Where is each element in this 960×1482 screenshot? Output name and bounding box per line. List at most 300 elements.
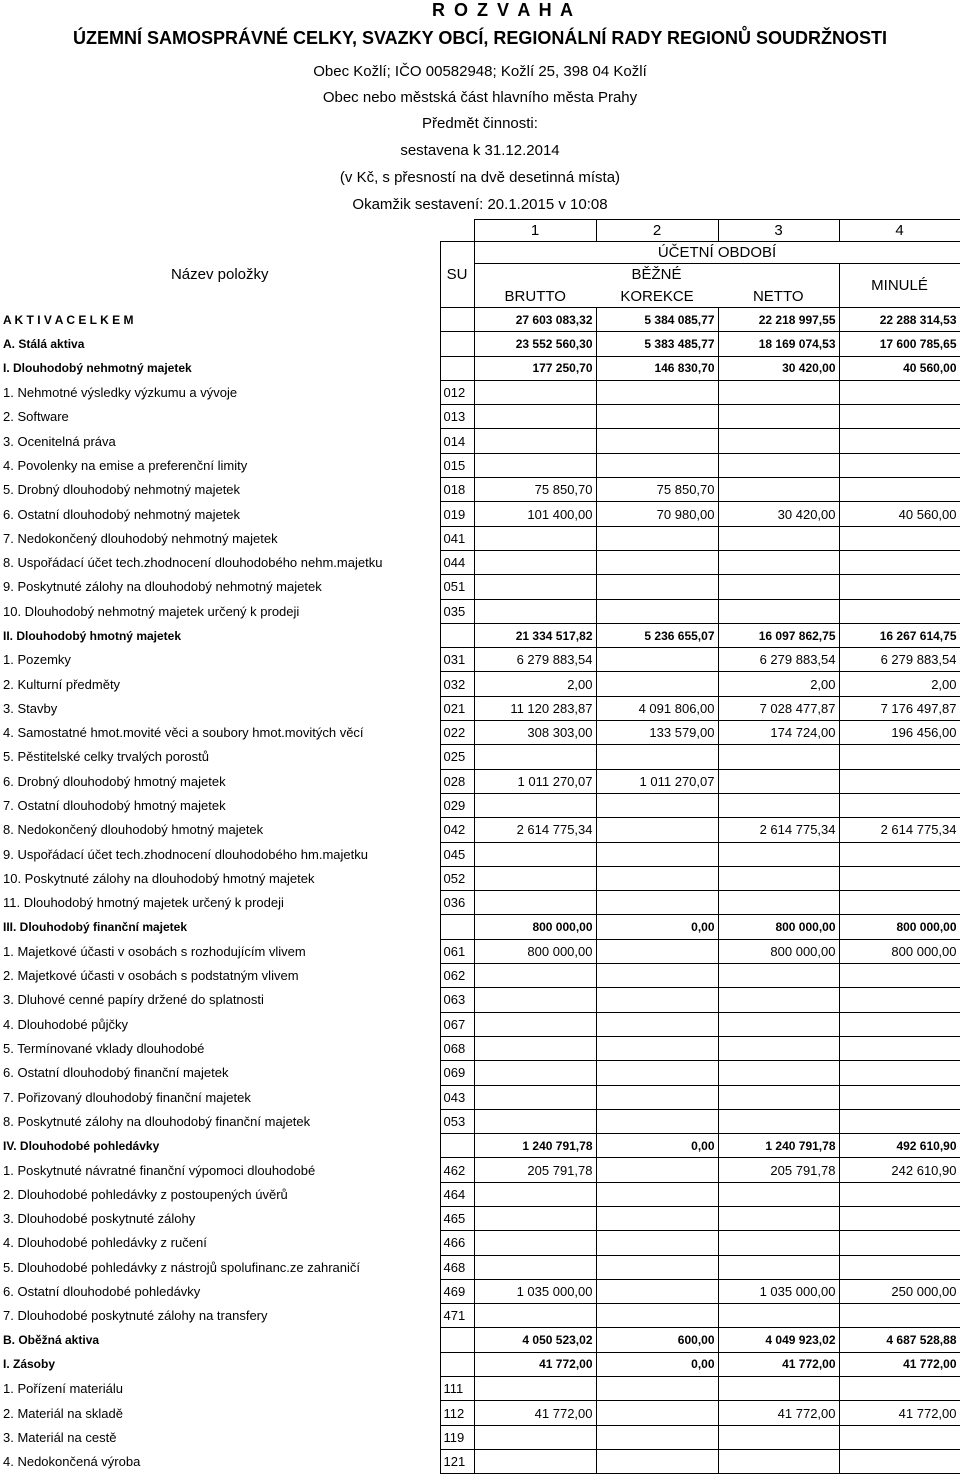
- table-row: [0, 988, 960, 1012]
- table-row: [0, 1182, 960, 1206]
- brutto-value: 205 791,78: [474, 1158, 596, 1182]
- row-su: [440, 1134, 474, 1158]
- previous-value: [839, 429, 960, 453]
- previous-value: [839, 1377, 960, 1401]
- netto-value: [718, 1231, 839, 1255]
- brutto-value: 23 552 560,30: [474, 332, 596, 356]
- row-su: 471: [440, 1304, 474, 1328]
- netto-value: 4 049 923,02: [718, 1328, 839, 1352]
- table-row: [0, 575, 960, 599]
- korekce-value: 600,00: [596, 1328, 718, 1352]
- netto-value: 7 028 477,87: [718, 696, 839, 720]
- previous-value: [839, 380, 960, 404]
- netto-value: [718, 1061, 839, 1085]
- previous-value: 492 610,90: [839, 1134, 960, 1158]
- table-row: [0, 1231, 960, 1255]
- netto-value: [718, 1012, 839, 1036]
- previous-value: [839, 1231, 960, 1255]
- korekce-value: [596, 842, 718, 866]
- entity-line: Obec Kožlí; IČO 00582948; Kožlí 25, 398 04 Kožlí: [313, 63, 647, 80]
- previous-value: [839, 1012, 960, 1036]
- netto-value: [718, 1425, 839, 1449]
- row-name: 1. Pořízení materiálu: [3, 1381, 123, 1397]
- brutto-value: 1 011 270,07: [474, 769, 596, 793]
- table-row: [0, 648, 960, 672]
- row-name: 6. Ostatní dlouhodobé pohledávky: [3, 1284, 201, 1300]
- row-name: 4. Dlouhodobé půjčky: [3, 1016, 129, 1032]
- korekce-value: [596, 964, 718, 988]
- korekce-value: [596, 1377, 718, 1401]
- table-row: [0, 1061, 960, 1085]
- previous-value: 4 687 528,88: [839, 1328, 960, 1352]
- table-row: [0, 599, 960, 623]
- netto-value: [718, 964, 839, 988]
- table-row: [0, 453, 960, 477]
- brutto-value: [474, 1231, 596, 1255]
- table-row: [0, 380, 960, 404]
- brutto-value: [474, 866, 596, 890]
- korekce-value: [596, 1109, 718, 1133]
- korekce-value: [596, 1255, 718, 1279]
- report-date: sestavena k 31.12.2014: [400, 142, 560, 159]
- brutto-value: [474, 1449, 596, 1473]
- row-name: 8. Nedokončený dlouhodobý hmotný majetek: [3, 822, 264, 838]
- brutto-value: 800 000,00: [474, 915, 596, 939]
- row-name: II. Dlouhodobý hmotný majetek: [3, 628, 182, 643]
- korekce-value: 4 091 806,00: [596, 696, 718, 720]
- row-su: 021: [440, 696, 474, 720]
- korekce-value: [596, 672, 718, 696]
- section-row: [0, 623, 960, 647]
- row-name: 4. Povolenky na emise a preferenční limity: [3, 457, 248, 473]
- netto-value: 30 420,00: [718, 356, 839, 380]
- netto-value: [718, 1182, 839, 1206]
- brutto-value: [474, 745, 596, 769]
- row-name: 8. Poskytnuté zálohy na dlouhodobý finanční majetek: [3, 1113, 311, 1129]
- row-su: [440, 623, 474, 647]
- brutto-value: [474, 1206, 596, 1230]
- brutto-value: 1 240 791,78: [474, 1134, 596, 1158]
- brutto-value: [474, 550, 596, 574]
- netto-value: [718, 866, 839, 890]
- previous-value: [839, 1061, 960, 1085]
- row-name: 6. Drobný dlouhodobý hmotný majetek: [3, 773, 226, 789]
- table-row: [0, 429, 960, 453]
- brutto-value: [474, 1061, 596, 1085]
- col-header-su: SU: [440, 242, 474, 308]
- brutto-value: [474, 429, 596, 453]
- previous-value: [839, 842, 960, 866]
- col-number-3: 3: [718, 220, 839, 242]
- previous-value: 41 772,00: [839, 1401, 960, 1425]
- row-su: 014: [440, 429, 474, 453]
- previous-value: 17 600 785,65: [839, 332, 960, 356]
- netto-value: [718, 1206, 839, 1230]
- brutto-value: [474, 1109, 596, 1133]
- netto-value: [718, 526, 839, 550]
- row-name: A. Stálá aktiva: [3, 336, 85, 351]
- section-row: [0, 356, 960, 380]
- previous-value: [839, 1449, 960, 1473]
- brutto-value: 75 850,70: [474, 478, 596, 502]
- previous-value: 800 000,00: [839, 939, 960, 963]
- brutto-value: [474, 1255, 596, 1279]
- netto-value: 800 000,00: [718, 939, 839, 963]
- row-su: [440, 308, 474, 332]
- row-su: 052: [440, 866, 474, 890]
- table-row: [0, 964, 960, 988]
- previous-value: [839, 599, 960, 623]
- previous-value: [839, 1255, 960, 1279]
- netto-value: [718, 550, 839, 574]
- korekce-value: [596, 1449, 718, 1473]
- created-timestamp: Okamžik sestavení: 20.1.2015 v 10:08: [352, 196, 608, 213]
- row-su: 051: [440, 575, 474, 599]
- row-name: 2. Majetkové účasti v osobách s podstatným vlivem: [3, 968, 299, 984]
- table-row: [0, 672, 960, 696]
- korekce-value: 75 850,70: [596, 478, 718, 502]
- table-row: [0, 842, 960, 866]
- col-header-period: ÚČETNÍ OBDOBÍ: [474, 242, 960, 264]
- netto-value: 2 614 775,34: [718, 818, 839, 842]
- korekce-value: [596, 1061, 718, 1085]
- netto-value: 800 000,00: [718, 915, 839, 939]
- korekce-value: 133 579,00: [596, 721, 718, 745]
- row-su: [440, 332, 474, 356]
- table-row: [0, 1206, 960, 1230]
- row-su: 022: [440, 721, 474, 745]
- table-row: [0, 1279, 960, 1303]
- table-row: [0, 1377, 960, 1401]
- row-name: 5. Drobný dlouhodobý nehmotný majetek: [3, 482, 241, 498]
- previous-value: [839, 745, 960, 769]
- row-name: 5. Pěstitelské celky trvalých porostů: [3, 749, 209, 765]
- netto-value: [718, 1377, 839, 1401]
- brutto-value: [474, 526, 596, 550]
- row-name: 2. Software: [3, 409, 69, 425]
- row-name: III. Dlouhodobý finanční majetek: [3, 920, 188, 935]
- previous-value: 2 614 775,34: [839, 818, 960, 842]
- netto-value: [718, 1036, 839, 1060]
- row-name: I. Dlouhodobý nehmotný majetek: [3, 361, 192, 376]
- brutto-value: 4 050 523,02: [474, 1328, 596, 1352]
- report-title: R O Z V A H A: [432, 0, 575, 20]
- brutto-value: [474, 1304, 596, 1328]
- row-su: 062: [440, 964, 474, 988]
- netto-value: 174 724,00: [718, 721, 839, 745]
- balance-sheet-table: [0, 219, 960, 1474]
- previous-value: [839, 575, 960, 599]
- korekce-value: [596, 1304, 718, 1328]
- row-name: 6. Ostatní dlouhodobý finanční majetek: [3, 1065, 229, 1081]
- previous-value: [839, 964, 960, 988]
- netto-value: 16 097 862,75: [718, 623, 839, 647]
- brutto-value: 6 279 883,54: [474, 648, 596, 672]
- section-row: [0, 1134, 960, 1158]
- previous-value: [839, 1085, 960, 1109]
- previous-value: 196 456,00: [839, 721, 960, 745]
- row-su: 031: [440, 648, 474, 672]
- brutto-value: [474, 575, 596, 599]
- row-name: 3. Dlouhodobé poskytnuté zálohy: [3, 1211, 196, 1227]
- brutto-value: 27 603 083,32: [474, 308, 596, 332]
- table-row: [0, 1304, 960, 1328]
- korekce-value: [596, 988, 718, 1012]
- row-name: 1. Poskytnuté návratné finanční výpomoci dlouhodobé: [3, 1162, 316, 1178]
- table-row: [0, 769, 960, 793]
- brutto-value: 177 250,70: [474, 356, 596, 380]
- table-row: [0, 1109, 960, 1133]
- row-su: 041: [440, 526, 474, 550]
- korekce-value: [596, 1231, 718, 1255]
- row-su: 119: [440, 1425, 474, 1449]
- row-name: 4. Samostatné hmot.movité věci a soubory hmot.movitých věcí: [3, 725, 364, 741]
- row-name: 9. Poskytnuté zálohy na dlouhodobý nehmotný majetek: [3, 579, 322, 595]
- korekce-value: [596, 453, 718, 477]
- row-su: 053: [440, 1109, 474, 1133]
- table-row: [0, 793, 960, 817]
- row-su: 036: [440, 891, 474, 915]
- korekce-value: [596, 1158, 718, 1182]
- previous-value: [839, 866, 960, 890]
- korekce-value: [596, 429, 718, 453]
- previous-value: [839, 793, 960, 817]
- previous-value: [839, 1425, 960, 1449]
- korekce-value: [596, 526, 718, 550]
- korekce-value: 5 384 085,77: [596, 308, 718, 332]
- row-su: 465: [440, 1206, 474, 1230]
- row-su: 032: [440, 672, 474, 696]
- col-number-1: 1: [474, 220, 596, 242]
- previous-value: 22 288 314,53: [839, 308, 960, 332]
- brutto-value: [474, 793, 596, 817]
- row-su: 063: [440, 988, 474, 1012]
- col-header-brutto: BRUTTO: [474, 286, 596, 308]
- row-su: 025: [440, 745, 474, 769]
- netto-value: [718, 1449, 839, 1473]
- korekce-value: [596, 380, 718, 404]
- brutto-value: [474, 1036, 596, 1060]
- netto-value: 6 279 883,54: [718, 648, 839, 672]
- previous-value: 250 000,00: [839, 1279, 960, 1303]
- col-header-current: BĚŽNÉ: [474, 264, 839, 286]
- table-row: [0, 1401, 960, 1425]
- previous-value: 242 610,90: [839, 1158, 960, 1182]
- row-name: IV. Dlouhodobé pohledávky: [3, 1138, 160, 1153]
- previous-value: [839, 526, 960, 550]
- row-su: 067: [440, 1012, 474, 1036]
- brutto-value: 308 303,00: [474, 721, 596, 745]
- previous-value: 40 560,00: [839, 356, 960, 380]
- korekce-value: 0,00: [596, 915, 718, 939]
- row-name: 5. Termínované vklady dlouhodobé: [3, 1041, 205, 1057]
- korekce-value: [596, 793, 718, 817]
- previous-value: [839, 891, 960, 915]
- netto-value: 1 035 000,00: [718, 1279, 839, 1303]
- netto-value: [718, 429, 839, 453]
- row-su: 012: [440, 380, 474, 404]
- korekce-value: 146 830,70: [596, 356, 718, 380]
- row-su: 121: [440, 1449, 474, 1473]
- previous-value: [839, 453, 960, 477]
- row-su: 068: [440, 1036, 474, 1060]
- netto-value: [718, 842, 839, 866]
- col-header-korekce: KOREKCE: [596, 286, 718, 308]
- section-row: [0, 1352, 960, 1376]
- netto-value: [718, 575, 839, 599]
- section-row: [0, 332, 960, 356]
- table-row: [0, 891, 960, 915]
- row-name: 1. Pozemky: [3, 652, 71, 668]
- row-name: 3. Ocenitelná práva: [3, 433, 116, 449]
- table-row: [0, 502, 960, 526]
- row-su: 019: [440, 502, 474, 526]
- korekce-value: 1 011 270,07: [596, 769, 718, 793]
- netto-value: [718, 1255, 839, 1279]
- brutto-value: 800 000,00: [474, 939, 596, 963]
- row-su: 028: [440, 769, 474, 793]
- brutto-value: 41 772,00: [474, 1352, 596, 1376]
- row-name: I. Zásoby: [3, 1357, 56, 1372]
- row-su: 464: [440, 1182, 474, 1206]
- table-row: [0, 1425, 960, 1449]
- row-su: 035: [440, 599, 474, 623]
- units-note: (v Kč, s přesností na dvě desetinná místa): [339, 169, 621, 186]
- table-row: [0, 818, 960, 842]
- korekce-value: [596, 1085, 718, 1109]
- row-name: 4. Nedokončená výroba: [3, 1454, 141, 1470]
- row-name: 7. Dlouhodobé poskytnuté zálohy na transfery: [3, 1308, 268, 1324]
- row-su: 043: [440, 1085, 474, 1109]
- brutto-value: [474, 380, 596, 404]
- row-name: 11. Dlouhodobý hmotný majetek určený k prodeji: [3, 895, 284, 911]
- col-header-previous: MINULÉ: [839, 264, 960, 308]
- row-name: 9. Uspořádací účet tech.zhodnocení dlouhodobého hm.majetku: [3, 846, 368, 862]
- row-su: 044: [440, 550, 474, 574]
- previous-value: [839, 769, 960, 793]
- netto-value: [718, 988, 839, 1012]
- row-su: [440, 1352, 474, 1376]
- previous-value: [839, 405, 960, 429]
- brutto-value: 2 614 775,34: [474, 818, 596, 842]
- table-row: [0, 550, 960, 574]
- korekce-value: [596, 1401, 718, 1425]
- previous-value: [839, 1206, 960, 1230]
- korekce-value: [596, 1012, 718, 1036]
- brutto-value: [474, 1085, 596, 1109]
- col-number-4: 4: [839, 220, 960, 242]
- row-name: 10. Dlouhodobý nehmotný majetek určený k prodeji: [3, 603, 300, 619]
- row-su: 466: [440, 1231, 474, 1255]
- korekce-value: [596, 939, 718, 963]
- row-su: 462: [440, 1158, 474, 1182]
- korekce-value: [596, 866, 718, 890]
- brutto-value: [474, 1012, 596, 1036]
- netto-value: [718, 453, 839, 477]
- table-row: [0, 939, 960, 963]
- table-row: [0, 1036, 960, 1060]
- previous-value: [839, 1109, 960, 1133]
- brutto-value: 41 772,00: [474, 1401, 596, 1425]
- korekce-value: 0,00: [596, 1134, 718, 1158]
- row-su: 042: [440, 818, 474, 842]
- netto-value: [718, 599, 839, 623]
- table-row: [0, 745, 960, 769]
- korekce-value: [596, 648, 718, 672]
- row-name: 4. Dlouhodobé pohledávky z ručení: [3, 1235, 207, 1251]
- row-su: 029: [440, 793, 474, 817]
- row-name: 7. Pořizovaný dlouhodobý finanční majetek: [3, 1089, 251, 1105]
- korekce-value: [596, 1036, 718, 1060]
- previous-value: 41 772,00: [839, 1352, 960, 1376]
- previous-value: 2,00: [839, 672, 960, 696]
- row-su: 015: [440, 453, 474, 477]
- row-su: [440, 1328, 474, 1352]
- brutto-value: [474, 1377, 596, 1401]
- row-su: 069: [440, 1061, 474, 1085]
- row-name: 3. Dluhové cenné papíry držené do splatnosti: [3, 992, 264, 1008]
- korekce-value: 0,00: [596, 1352, 718, 1376]
- netto-value: 22 218 997,55: [718, 308, 839, 332]
- brutto-value: [474, 842, 596, 866]
- row-name: B. Oběžná aktiva: [3, 1333, 100, 1348]
- previous-value: 40 560,00: [839, 502, 960, 526]
- col-number-2: 2: [596, 220, 718, 242]
- korekce-value: 70 980,00: [596, 502, 718, 526]
- brutto-value: [474, 453, 596, 477]
- brutto-value: [474, 1182, 596, 1206]
- section-row: [0, 308, 960, 332]
- row-name: 7. Nedokončený dlouhodobý nehmotný majetek: [3, 530, 278, 546]
- table-header: [0, 220, 960, 308]
- row-name: 7. Ostatní dlouhodobý hmotný majetek: [3, 798, 226, 814]
- korekce-value: [596, 575, 718, 599]
- netto-value: [718, 1109, 839, 1133]
- korekce-value: [596, 550, 718, 574]
- brutto-value: [474, 988, 596, 1012]
- korekce-value: [596, 599, 718, 623]
- row-su: 018: [440, 478, 474, 502]
- table-row: [0, 1085, 960, 1109]
- brutto-value: [474, 1425, 596, 1449]
- row-name: 3. Materiál na cestě: [3, 1429, 117, 1445]
- previous-value: [839, 1036, 960, 1060]
- report-subtitle: ÚZEMNÍ SAMOSPRÁVNÉ CELKY, SVAZKY OBCÍ, REGIONÁLNÍ RADY REGIONŮ SOUDRŽNOSTI: [72, 28, 888, 48]
- table-row: [0, 696, 960, 720]
- netto-value: [718, 745, 839, 769]
- netto-value: 2,00: [718, 672, 839, 696]
- row-name: 10. Poskytnuté zálohy na dlouhodobý hmotný majetek: [3, 870, 315, 886]
- row-name: A K T I V A C E L K E M: [3, 312, 134, 327]
- row-name: 1. Nehmotné výsledky výzkumu a vývoje: [3, 385, 238, 401]
- korekce-value: [596, 1182, 718, 1206]
- netto-value: 30 420,00: [718, 502, 839, 526]
- netto-value: [718, 891, 839, 915]
- entity-note: Obec nebo městská část hlavního města Prahy: [322, 89, 638, 106]
- row-su: 045: [440, 842, 474, 866]
- table-row: [0, 478, 960, 502]
- brutto-value: 1 035 000,00: [474, 1279, 596, 1303]
- netto-value: 205 791,78: [718, 1158, 839, 1182]
- previous-value: [839, 550, 960, 574]
- col-header-name: Název položky: [170, 266, 269, 283]
- brutto-value: [474, 405, 596, 429]
- previous-value: [839, 478, 960, 502]
- table-row: [0, 1255, 960, 1279]
- section-row: [0, 1328, 960, 1352]
- brutto-value: 101 400,00: [474, 502, 596, 526]
- korekce-value: 5 383 485,77: [596, 332, 718, 356]
